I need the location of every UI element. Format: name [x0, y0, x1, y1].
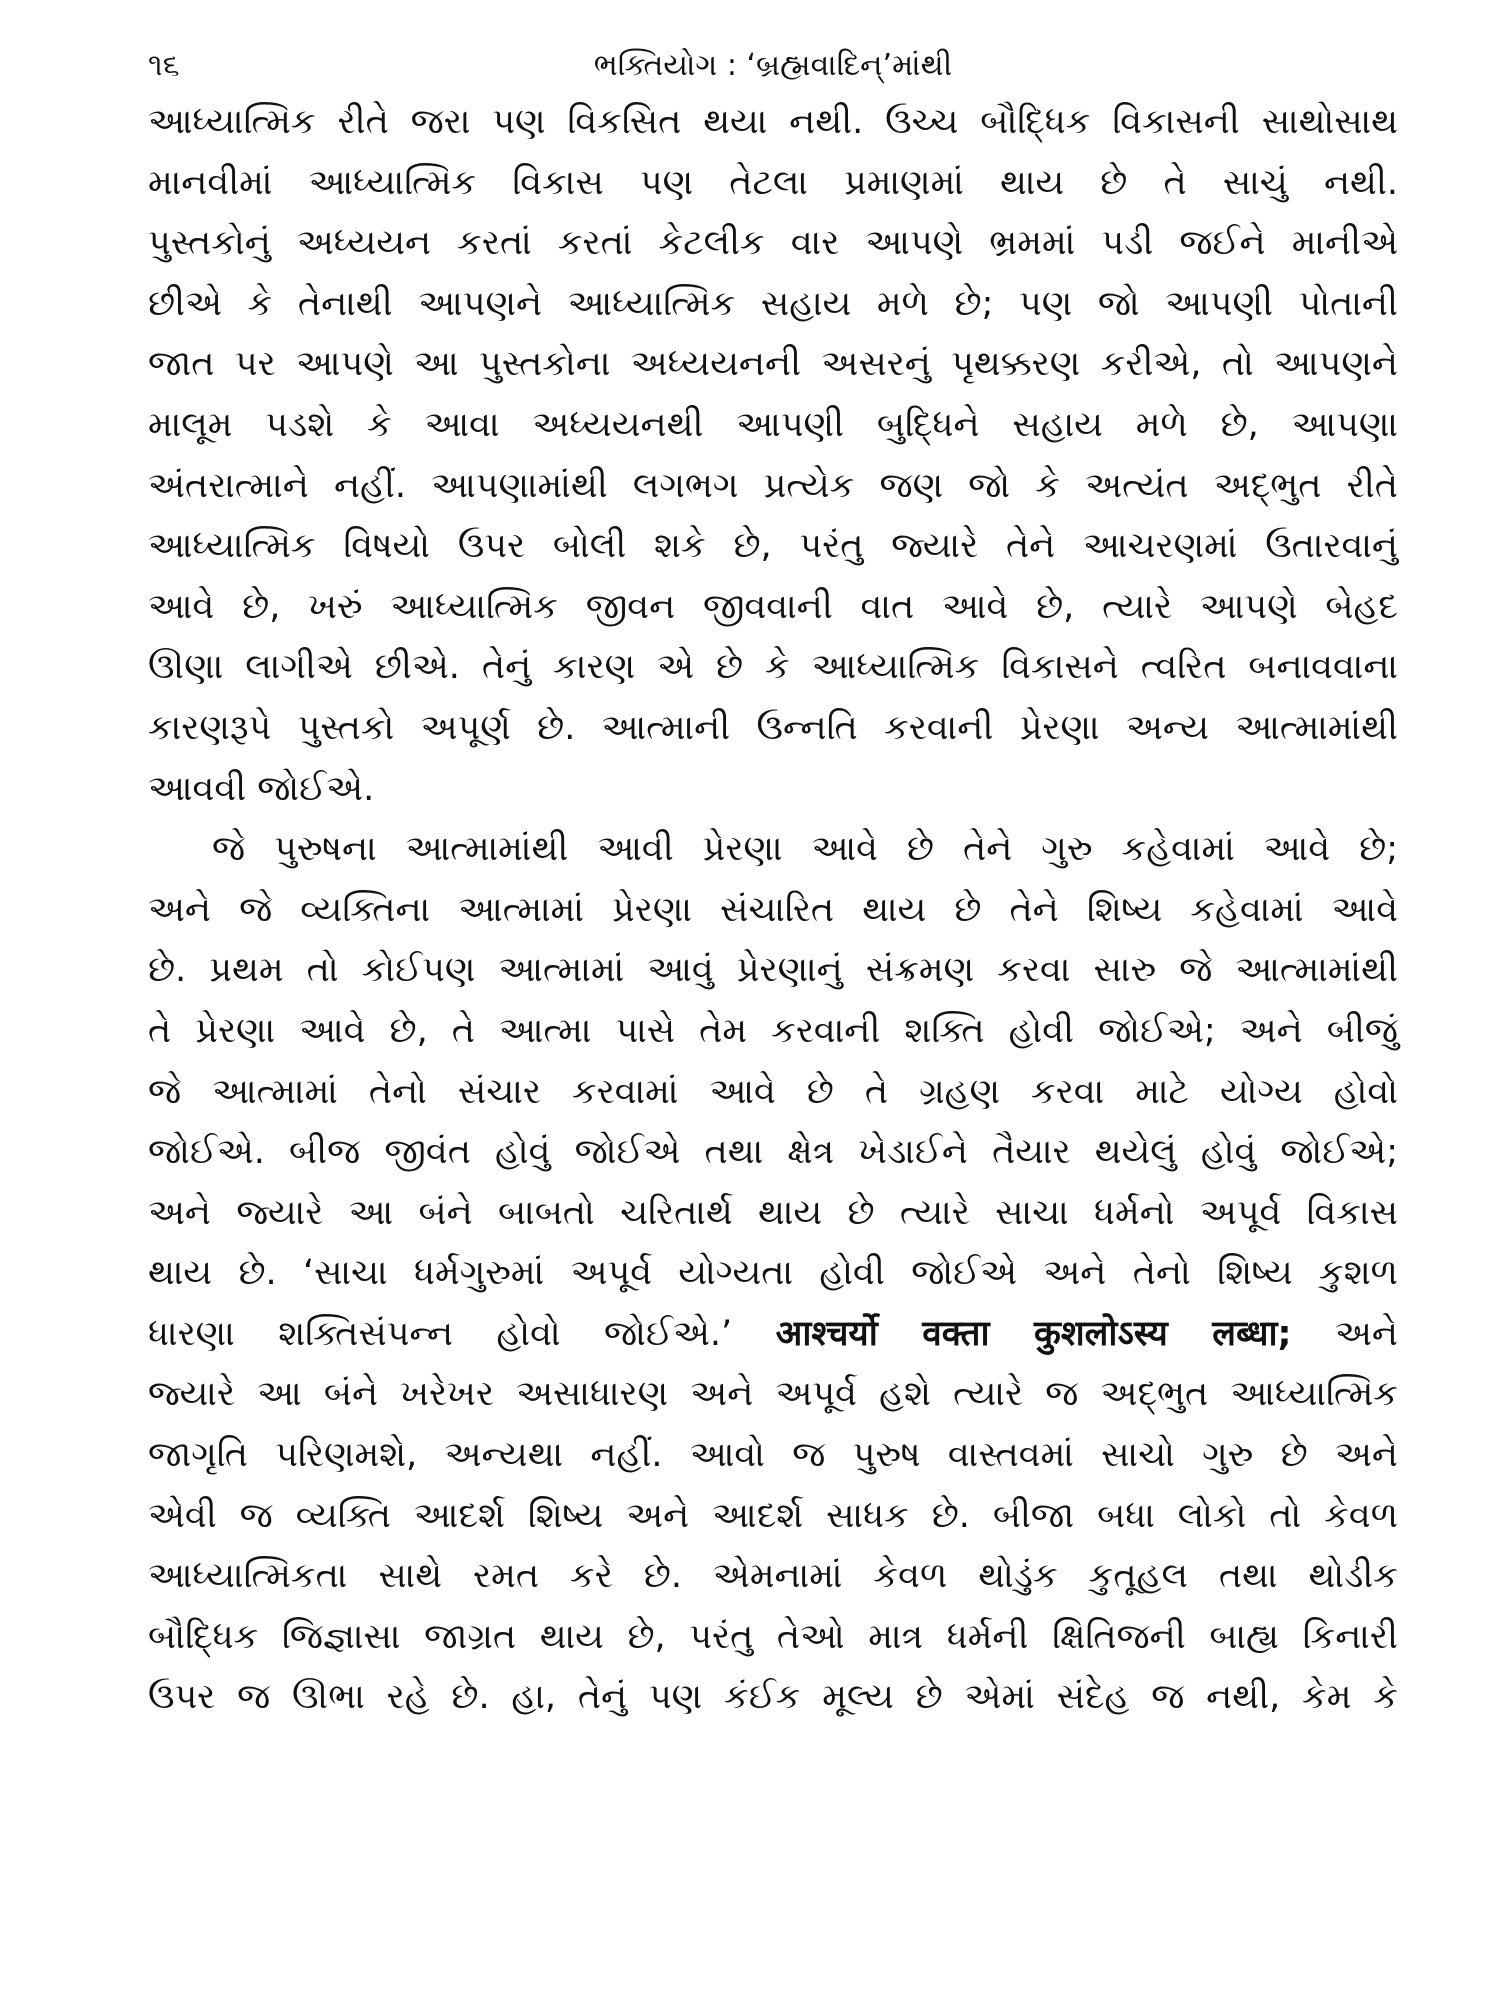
text-line: માલૂમ પડશે કે આવા અધ્યયનથી આપણી બુદ્ધિને સહાય મળે છે, આપણા	[148, 404, 1398, 445]
running-title: ભક્તિયોગ : ‘બ્રહ્મવાદિન્’માંથી	[593, 48, 953, 83]
text-line: કારણરૂપે પુસ્તકો અપૂર્ણ છે. આત્માની ઉન્નતિ કરવાની પ્રેરણા અન્ય આત્મામાંથી	[148, 707, 1398, 748]
text-line: અને જ્યારે આ બંને બાબતો ચરિતાર્થ થાય છે ત્યારે સાચા ધર્મનો અપૂર્વ વિકાસ	[148, 1192, 1398, 1233]
book-page	[148, 40, 1398, 1728]
text-line: માનવીમાં આધ્યાત્મિક વિકાસ પણ તેટલા પ્રમાણમાં થાય છે તે સાચું નથી.	[148, 162, 1398, 203]
text-segment: ધારણા શક્તિસંપન્ન હોવો જોઈએ.’	[148, 1313, 733, 1354]
text-line: આવે છે, ખરું આધ્યાત્મિક જીવન જીવવાની વાત આવે છે, ત્યારે આપણે બેહદ	[148, 586, 1398, 627]
text-line-with-sanskrit	[148, 1304, 1398, 1365]
text-line: જ્યારે આ બંને ખરેખર અસાધારણ અને અપૂર્વ હશે ત્યારે જ અદ્‌ભુત આધ્યાત્મિક	[148, 1374, 1398, 1415]
page-number: ૧૬	[148, 48, 180, 83]
text-line: જે પુરુષના આત્મામાંથી આવી પ્રેરણા આવે છે તેને ગુરુ કહેવામાં આવે છે;	[212, 829, 1398, 870]
text-line: તે પ્રેરણા આવે છે, તે આત્મા પાસે તેમ કરવાની શક્તિ હોવી જોઈએ; અને બીજું	[148, 1010, 1398, 1051]
text-line: ઉપર જ ઊભા રહે છે. હા, તેનું પણ કંઈક મૂલ્ય છે એમાં સંદેહ જ નથી, કેમ કે	[148, 1677, 1398, 1718]
text-segment: અને	[1334, 1313, 1398, 1354]
sanskrit-quote: आश्चर्यो वक्ता कुशलोऽस्य लब्धा;	[775, 1313, 1292, 1354]
text-line: ઊણા લાગીએ છીએ. તેનું કારણ એ છે કે આધ્યાત્મિક વિકાસને ત્વરિત બનાવવાના	[148, 647, 1398, 688]
text-line: આધ્યાત્મિક વિષયો ઉપર બોલી શકે છે, પરંતુ જ્યારે તેને આચરણમાં ઉતારવાનું	[148, 526, 1398, 567]
text-line: એવી જ વ્યક્તિ આદર્શ શિષ્ય અને આદર્શ સાધક છે. બીજા બધા લોકો તો કેવળ	[148, 1495, 1398, 1536]
text-line: આધ્યાત્મિકતા સાથે રમત કરે છે. એમનામાં કેવળ થોડુંક કુતૂહલ તથા થોડીક	[148, 1556, 1398, 1597]
text-line: આવવી જોઈએ.	[148, 768, 375, 809]
text-line: અંતરાત્માને નહીં. આપણામાંથી લગભગ પ્રત્યેક જણ જો કે અત્યંત અદ્‌ભુત રીતે	[148, 465, 1398, 506]
text-line: જાગૃતિ પરિણમશે, અન્યથા નહીં. આવો જ પુરુષ વાસ્તવમાં સાચો ગુરુ છે અને	[148, 1435, 1398, 1476]
text-line: જે આત્મામાં તેનો સંચાર કરવામાં આવે છે તે ગ્રહણ કરવા માટે યોગ્ય હોવો	[148, 1071, 1398, 1112]
text-line: છીએ કે તેનાથી આપણને આધ્યાત્મિક સહાય મળે છે; પણ જો આપણી પોતાની	[148, 283, 1398, 324]
text-line: આધ્યાત્મિક રીતે જરા પણ વિકસિત થયા નથી. ઉચ્ચ બૌદ્ધિક વિકાસની સાથોસાથ	[148, 102, 1398, 142]
text-line: જોઈએ. બીજ જીવંત હોવું જોઈએ તથા ક્ષેત્ર ખેડાઈને તૈયાર થયેલું હોવું જોઈએ;	[148, 1132, 1398, 1173]
text-line: છે. પ્રથમ તો કોઈપણ આત્મામાં આવું પ્રેરણાનું સંક્રમણ કરવા સારુ જે આત્મામાંથી	[148, 950, 1398, 991]
text-line: પુસ્તકોનું અધ્યયન કરતાં કરતાં કેટલીક વાર આપણે ભ્રમમાં પડી જઈને માનીએ	[148, 223, 1398, 264]
text-line: જાત પર આપણે આ પુસ્તકોના અધ્યયનની અસરનું પૃથક્કરણ કરીએ, તો આપણને	[148, 344, 1398, 385]
body-text	[148, 92, 1398, 1728]
paragraph	[148, 92, 1398, 819]
text-line: બૌદ્ધિક જિજ્ઞાસા જાગ્રત થાય છે, પરંતુ તેઓ માત્ર ધર્મની ક્ષિતિજની બાહ્ય કિનારી	[148, 1616, 1398, 1657]
text-line: થાય છે. ‘સાચા ધર્મગુરુમાં અપૂર્વ યોગ્યતા હોવી જોઈએ અને તેનો શિષ્ય કુશળ	[148, 1253, 1398, 1294]
paragraph	[148, 819, 1398, 1728]
text-line: અને જે વ્યક્તિના આત્મામાં પ્રેરણા સંચારિત થાય છે તેને શિષ્ય કહેવામાં આવે	[148, 889, 1398, 930]
page-header	[148, 40, 1398, 92]
